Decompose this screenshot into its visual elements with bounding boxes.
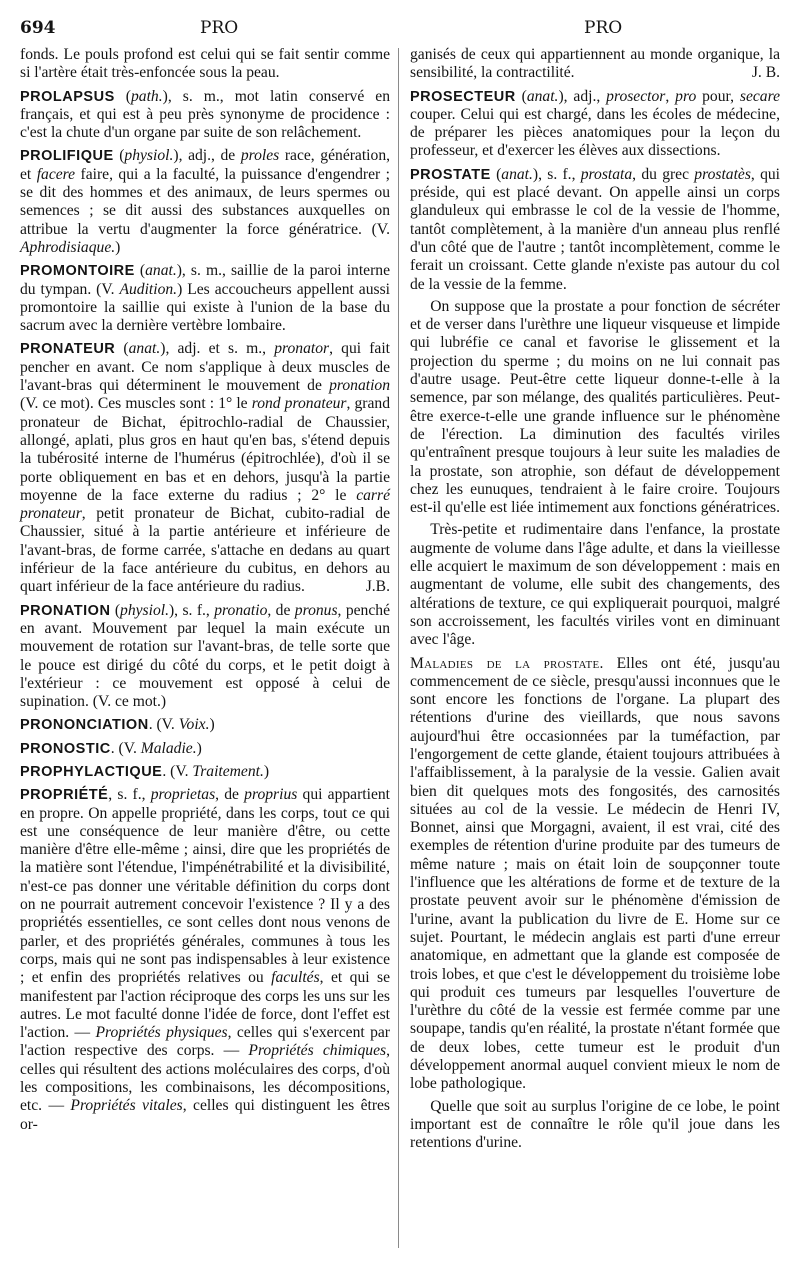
subheading: Maladies de la prostate. — [410, 654, 604, 672]
headword: PRONATION — [20, 602, 111, 619]
entry-propriete: PROPRIÉTÉ, s. f., proprietas, de proprius qui appartient en propre. On appelle propriété, dans les corps, tout ce qui est une conséquence de leur manière d'être, ou cette manière d'être elle-même ; ainsi, dire que les propriétés de la matière sont l'étendue, l'impénétrabilité et la divisibilité, n'est-ce pas donner une véritable définition du corps dont on ne pourrait autrement concevoir l'existence ? Il y a des propriétés essentielles, ce sont celles dont nous venons de parler, et des propriétés générales, communes à tous les corps, mais qui ne sont pas indispensables à leur existence ; et enfin des propriétés relatives ou facultés, et qui se manifestent par l'action réciproque des corps les uns sur les autres. Le mot faculté donne l'idée de force, dont l'effet est l'action. — Propriétés physiques, celles qui s'exercent par l'action respective des corps. — Propriétés chimiques, celles qui résultent des actions moléculaires des corps, d'où les compositions, les combinaisons, les décompositions, etc. — Propriétés vitales, celles qui distinguent les êtres or- — [20, 786, 391, 1133]
author-signature: J. B. — [751, 64, 780, 82]
entry-promontoire: PROMONTOIRE (anat.), s. m., saillie de la paroi interne du tympan. (V. Audition.) Les accoucheurs appellent aussi promontoire la saillie qui existe à l'union de la base du sacrum avec la dernière vertèbre lombaire. — [20, 262, 391, 335]
left-column — [20, 46, 390, 1134]
column-divider — [398, 48, 399, 1248]
entry-prophylactique: PROPHYLACTIQUE. (V. Traitement.) — [20, 762, 270, 780]
entry-prononciation: PRONONCIATION. (V. Voix.) — [20, 716, 215, 734]
entry-pronateur: PRONATEUR (anat.), adj. et s. m., pronator, qui fait pencher en avant. Ce nom s'applique à deux muscles de l'avant-bras qui déterminent le mouvement de pronation (V. ce mot). Ces muscles sont : 1° le rond pronateur, grand pronateur de Bichat, épitrochlo-radial de Chaussier, allongé, aplati, plus gros en haut qu'en bas, s'étend depuis la tubérosité interne de l'humérus (épitrochlée), d'où il se porte obliquement en bas et en dehors, jusqu'à la partie moyenne de la face externe du radius ; 2° le carré pronateur, petit pronateur de Bichat, cubito-radial de Chaussier, situé à la partie antérieure et inférieure de l'avant-bras, de forme carrée, s'attache en dedans au quart inférieur de la face antérieure du cubitus, en dehors au quart inférieur de la face antérieure du radius. J.B. — [20, 340, 391, 596]
headword: PRONOSTIC — [20, 740, 111, 757]
prostate-function-paragraph: On suppose que la prostate a pour fonction de sécréter et de verser dans l'urèthre une liqueur visqueuse et limpide qui lubréfie ce canal et favorise le glissement et la projection du sperme ; du moins on ne lui connait pas d'autre usage. Peut-être cette liqueur donne-t-elle à la semence, par son mélange, des qualités particulières. Peut-être exerce-t-elle une grande influence sur le phénomène de l'érection. La diminution des facultés viriles qu'entraînent presque toujours à leur suite les maladies de la prostate, son atrophie, son défaut de développement chez les eunuques, tendraient à le faire croire. Toujours est-il qu'elle est liée intimement aux fonctions génératrices. — [410, 297, 781, 517]
headword: PROLAPSUS — [20, 88, 115, 105]
page-number: 694 — [20, 18, 56, 38]
headword: PROMONTOIRE — [20, 263, 135, 280]
entry-pronation: PRONATION (physiol.), s. f., pronatio, de pronus, penché en avant. Mouvement par lequel la main exécute un mouvement de rotation sur l'avant-bras, de telle sorte que le pouce est dirigé du côté du corps, et le petit doigt à l'extérieur : ce mouvement est opposé à celui de supination. (V. ce mot.) — [20, 601, 390, 711]
running-head-left: PRO — [200, 18, 239, 38]
headword: PRONATEUR — [20, 341, 116, 358]
entry-pronostic: PRONOSTIC. (V. Maladie.) — [20, 739, 202, 757]
page-header — [0, 14, 800, 42]
headword: PROLIFIQUE — [20, 148, 114, 165]
right-column — [410, 46, 780, 1153]
entry-prolapsus: PROLAPSUS (path.), s. m., mot latin conservé en français, et qui est à peu près synonyme de procidence : c'est la chute d'un organe par suite de son relâchement. — [20, 87, 391, 142]
continuation-paragraph: ganisés de ceux qui appartiennent au monde organique, la sensibilité, la contractilité. J. B. — [410, 46, 780, 82]
headword: PROPHYLACTIQUE — [20, 763, 163, 780]
headword: PROSECTEUR — [410, 88, 516, 105]
entry-prolifique: PROLIFIQUE (physiol.), adj., de proles race, génération, et facere faire, qui a la faculté, la puissance d'engendrer ; se dit des hommes et des animaux, de leurs spermes ou semences ; se dit aussi des substances auxquelles on attribue la vertu d'augmenter la force génératrice. (V. Aphrodisiaque.) — [20, 147, 391, 256]
entry-prosecteur: PROSECTEUR (anat.), adj., prosector, pro pour, secare couper. Celui qui est chargé, dans les écoles de médecine, de préparer les pièces anatomiques pour la leçon du professeur, et d'exercer les élèves aux dissections. — [410, 87, 781, 160]
author-signature: J.B. — [365, 578, 390, 596]
headword: PROSTATE — [410, 166, 491, 183]
continuation-paragraph: fonds. Le pouls profond est celui qui se fait sentir comme si l'artère était très-enfoncée sous la peau. — [20, 46, 390, 82]
entry-maladies-prostate: Maladies de la prostate. Elles ont été, jusqu'au commencement de ce siècle, presqu'aussi inconnues que le sont encore les fonctions de l'organe. La plupart des rétentions d'urine des vieillards, que nous savons aujourd'hui être occasionnées par la tuméfaction, par l'engorgement de cette glande, étaient toujours attribuées à l'affaiblissement, à la paralysie de la vessie. Galien avait bien dit quelques mots des fongosités, des carnosités situées au col de la vessie. Le médecin de Henri IV, Bonnet, ainsi que Morgagni, avaient, il est vrai, cité des exemples de rétention d'urine produite par des tumeurs de même nature ; mais on était loin de soupçonner toute l'influence que les altérations de forme et de texture de la prostate peuvent avoir sur le phénomène d'émission de l'urine, avant la publication du livre de E. Home sur ce sujet. Pourtant, le médecin anglais est parti d'une erreur anatomique, en admettant que la glande est composée de trois lobes, et que c'est le développement du troisième lobe qui produit ces tumeurs par lesquelles l'ouverture de l'urèthre du côté de la vessie est fermée comme par une soupape, tandis qu'en réalité, la prostate n'étant formée que de deux lobes, cette tumeur est le produit d'un développement anormal auquel convient mieux le nom de lobe pathologique. — [410, 654, 780, 1093]
closing-paragraph: Quelle que soit au surplus l'origine de ce lobe, le point important est de connaître le rôle qu'il joue dans les retentions d'urine. — [410, 1097, 780, 1152]
prostate-development-paragraph: Très-petite et rudimentaire dans l'enfance, la prostate augmente de volume dans l'âge adulte, et dans la vieillesse elle acquiert le maximum de son développement : mais en augmentant de volume, elle subit des changements, des altérations de texture, ce qui expliquerait pourquoi, malgré son accroissement, les facultés viriles vont en diminuant avec l'âge. — [410, 521, 780, 649]
entry-prostate: PROSTATE (anat.), s. f., prostata, du grec prostatès, qui préside, qui est placé devant. On appelle ainsi un corps glanduleux qui embrasse le col de la vessie de l'homme, tantôt complètement, à la manière d'un anneau plus renflé d'un côté que de l'autre ; tantôt incomplètement, comme le ferait un croissant. Cette glande n'existe pas autour du col de la vessie de la femme. — [410, 165, 780, 293]
running-head-right: PRO — [584, 18, 623, 38]
headword: PROPRIÉTÉ — [20, 787, 109, 804]
headword: PRONONCIATION — [20, 717, 149, 734]
